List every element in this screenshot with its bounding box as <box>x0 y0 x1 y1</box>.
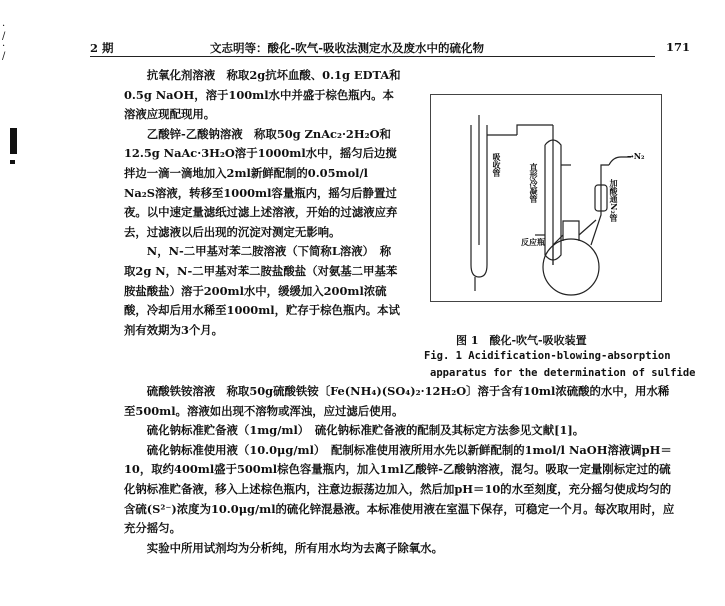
running-header <box>90 40 690 60</box>
paragraph: 乙酸锌-乙酸钠溶液 称取50g ZnAc₂·2H₂O和12.5g NaAc·3H₂O溶于1000ml水中，摇匀后边搅拌边一滴一滴地加入2ml新鲜配制的0.05mol/l Na₂S溶液，转移至1000ml容量瓶内，摇匀后静置过夜。以中速定量滤纸过滤上述溶液，开始的过滤液应弃去，过滤液以后出现的沉淀对测定无影响。 <box>124 126 398 239</box>
n2-label: →N₂ <box>627 151 645 161</box>
n2-inlet-label: 加酸通N₂管 <box>609 179 619 222</box>
left-column <box>124 66 402 340</box>
paragraph: 抗氧化剂溶液 称取2g抗坏血酸、0.1g EDTA和0.5g NaOH，溶于100ml水中并盛于棕色瓶内。本溶液应现配现用。 <box>124 68 401 122</box>
margin-dots: · / · / <box>2 21 6 62</box>
paragraph: 硫化钠标准贮备液（1mg/ml） 硫化钠标准贮备液的配制及其标定方法参见文献[1]。 <box>146 423 585 438</box>
figure-caption-en: apparatus for the determination of sulfide <box>430 367 696 379</box>
n2-inlet-tube <box>591 165 609 245</box>
apparatus-figure <box>430 94 662 302</box>
margin-mark <box>10 160 15 164</box>
absorber-label: 吸收管 <box>492 153 502 177</box>
full-width-text <box>124 382 680 558</box>
figure-caption-en: Fig. 1 Acidification-blowing-absorption <box>424 350 671 362</box>
margin-mark <box>10 128 17 154</box>
issue-number: 2 期 <box>90 41 114 55</box>
paragraph: 硫化钠标准使用液（10.0μg/ml） 配制标准使用液所用水先以新鲜配制的1mol/l NaOH溶液调pH＝10，取约400ml盛于500ml棕色容量瓶内，加入1ml乙酸锌-乙酸钠溶液，混匀。吸取一定量刚标定过的硫化钠标准贮备液，移入上述棕色瓶内，注意边振荡边加入，然后加pH＝10的水至刻度，充分摇匀使成均匀的含硫(S²⁻)浓度为10.0μg/ml的硫化锌混悬液。本标准使用液在室温下保存，可稳定一个月。每次取用时，应充分摇匀。 <box>124 442 675 536</box>
figure-caption-cn: 图 1 酸化-吹气-吸收装置 <box>456 334 587 347</box>
page-number: 171 <box>665 40 690 54</box>
paragraph: N，N-二甲基对苯二胺溶液（下简称L溶液） 称取2g N，N-二甲基对苯二胺盐酸盐（对氨基二甲基苯胺盐酸盐）溶于200ml水中，缓缓加入200ml浓硫酸，冷却后用水稀至1000ml，贮存于棕色瓶内。本试剂有效期为3个月。 <box>124 244 400 337</box>
reaction-flask <box>543 239 599 295</box>
apparatus-drawing <box>431 95 661 301</box>
paragraph: 实验中所用试剂均为分析纯，所有用水均为去离子除氧水。 <box>146 540 443 555</box>
paragraph: 硫酸铁铵溶液 称取50g硫酸铁铵〔Fe(NH₄)(SO₄)₂·12H₂O〕溶于含有10ml浓硫酸的水中，用水稀至500ml。溶液如出现不溶物或浑浊，应过滤后使用。 <box>124 384 670 418</box>
header-rule <box>90 56 655 57</box>
flask-label: 反应瓶 <box>521 237 545 247</box>
condenser-label: 直形冷凝管 <box>529 163 539 203</box>
running-title: 文志明等：酸化-吹气-吸收法测定水及废水中的硫化物 <box>210 41 485 55</box>
